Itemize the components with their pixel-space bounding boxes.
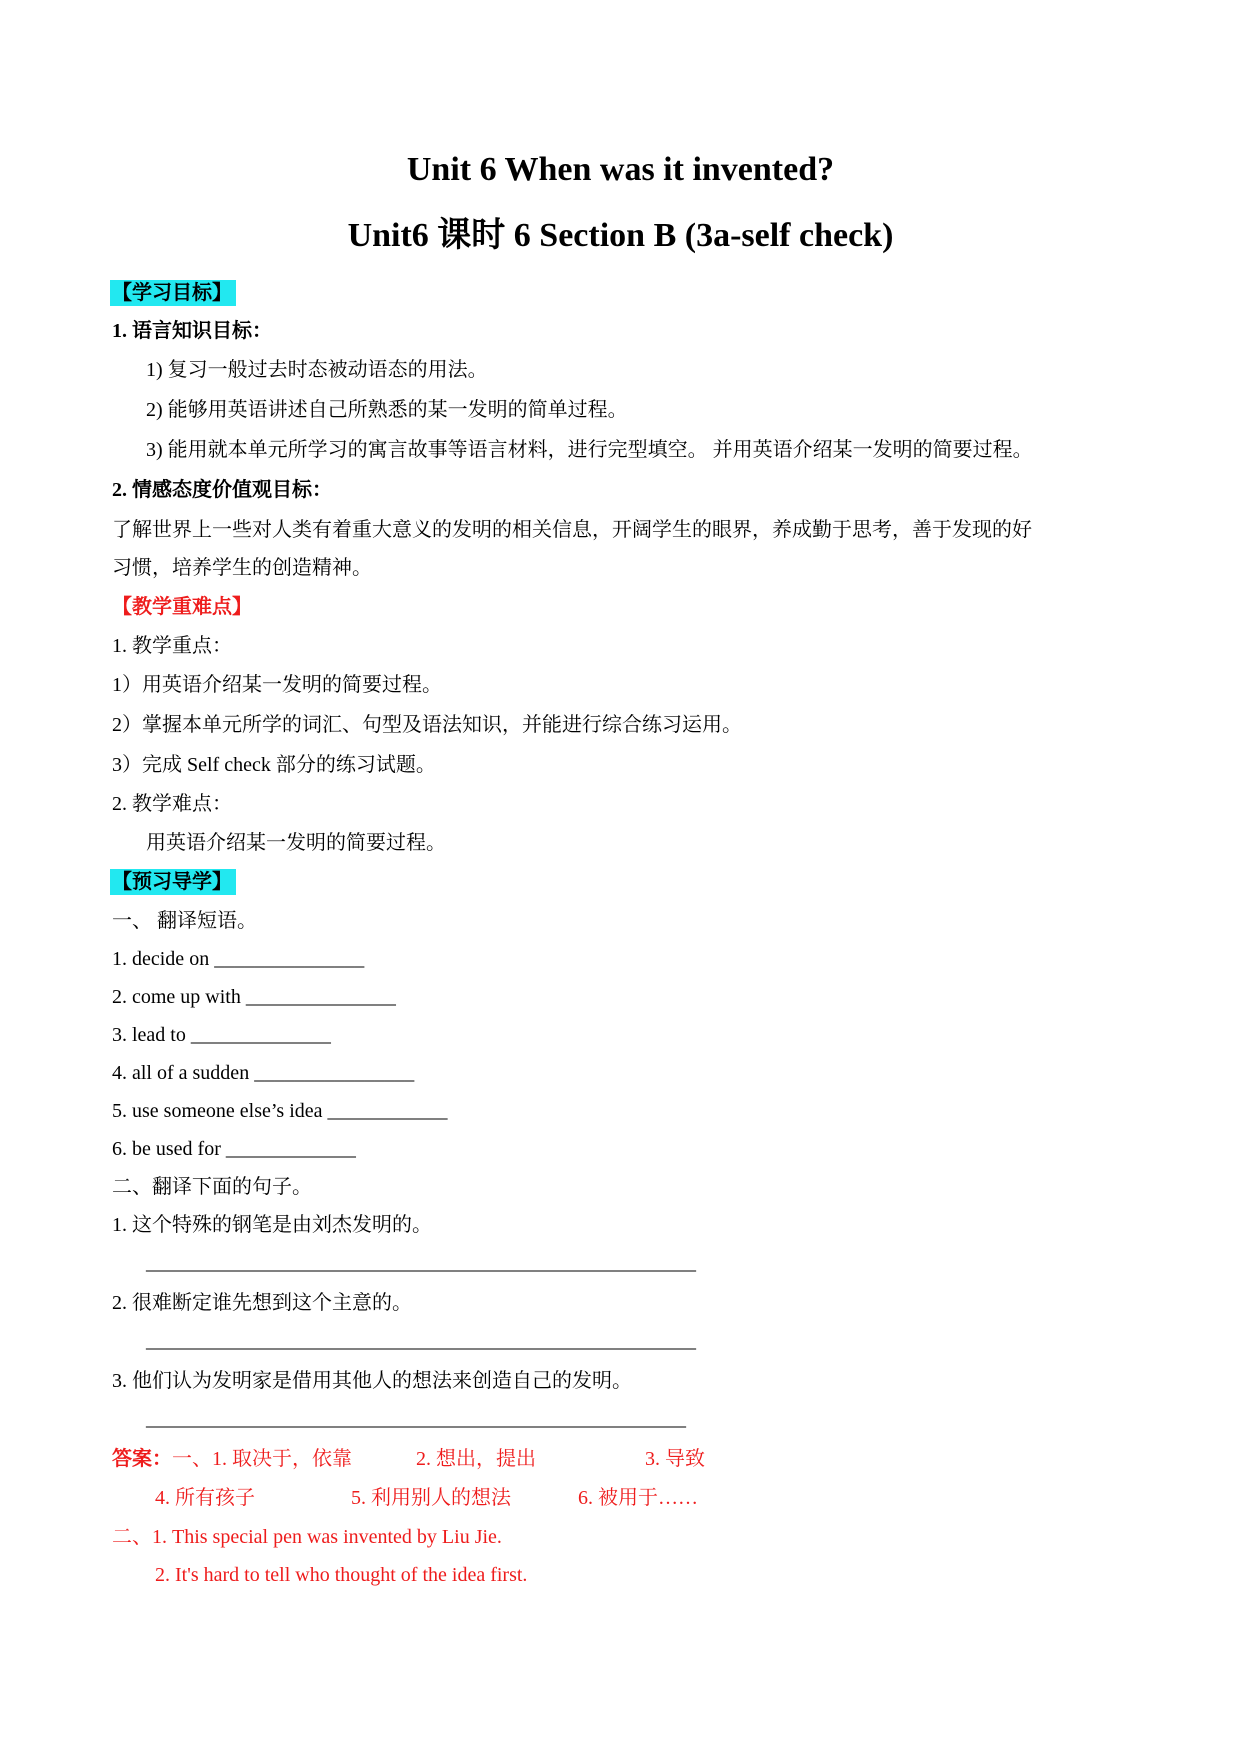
emotion-goal-title: 2. 情感态度价值观目标：: [112, 479, 332, 501]
answers-row-sentence-1: [112, 1524, 502, 1550]
answer-item: 6. 被用于……: [578, 1487, 698, 1509]
phrase-item: 5. use someone else’s idea ____________: [112, 1100, 448, 1122]
knowledge-item: 3) 能用就本单元所学习的寓言故事等语言材料，进行完型填空。 并用英语介绍某一发明的简要过程。: [146, 439, 1033, 461]
sentence-item: 1. 这个特殊的钢笔是由刘杰发明的。: [112, 1214, 432, 1236]
emotion-goal-text: 了解世界上一些对人类有着重大意义的发明的相关信息，开阔学生的眼界，养成勤于思考，善于发现的好: [112, 519, 1032, 541]
key-points-header: 【教学重难点】: [112, 596, 252, 618]
answer-item: 5. 利用别人的想法: [351, 1487, 511, 1509]
phrase-item: 2. come up with _______________: [112, 986, 396, 1008]
page-subtitle: Unit6 课时 6 Section B (3a-self check): [347, 217, 894, 254]
difficulty-title: 2. 教学难点：: [112, 793, 232, 815]
focus-item: 2）掌握本单元所学的词汇、句型及语法知识，并能进行综合练习运用。: [112, 714, 742, 736]
answer-blank-line: _______________________________________________________: [146, 1252, 696, 1274]
answer-blank-line: _______________________________________________________: [146, 1330, 696, 1352]
phrase-item: 3. lead to ______________: [112, 1024, 331, 1046]
phrase-item: 1. decide on _______________: [112, 948, 365, 970]
answer-sentence: 1. This special pen was invented by Liu Jie.: [152, 1526, 502, 1548]
knowledge-item: 2) 能够用英语讲述自己所熟悉的某一发明的简单过程。: [146, 399, 628, 421]
part1-title: 一、 翻译短语。: [112, 910, 257, 932]
answer-blank-line: ______________________________________________________: [146, 1408, 686, 1430]
objectives-header-line: [110, 280, 236, 306]
focus-title: 1. 教学重点：: [112, 635, 232, 657]
phrase-item: 4. all of a sudden ________________: [112, 1062, 415, 1084]
emotion-goal-text-cont: 习惯，培养学生的创造精神。: [112, 557, 372, 579]
answer-sentence: 2. It's hard to tell who thought of the idea first.: [155, 1564, 528, 1586]
page-title: Unit 6 When was it invented?: [406, 151, 835, 188]
answers-label: 答案：: [112, 1448, 172, 1470]
answers-part2-prefix: 二、: [112, 1526, 152, 1548]
focus-item: 1）用英语介绍某一发明的简要过程。: [112, 674, 442, 696]
answer-item: 1. 取决于，依靠: [212, 1448, 352, 1470]
objectives-header: 【学习目标】: [110, 280, 236, 306]
focus-item: 3）完成 Self check 部分的练习试题。: [112, 754, 436, 776]
preview-header-line: [110, 869, 236, 895]
answer-item: 2. 想出，提出: [416, 1448, 536, 1470]
preview-header: 【预习导学】: [110, 869, 236, 895]
knowledge-goal-title: 1. 语言知识目标：: [112, 320, 272, 342]
answers-row-1: [112, 1446, 352, 1472]
answer-item: 4. 所有孩子: [155, 1487, 255, 1509]
difficulty-text: 用英语介绍某一发明的简要过程。: [146, 832, 446, 854]
phrase-item: 6. be used for _____________: [112, 1138, 356, 1160]
answer-item: 3. 导致: [645, 1448, 705, 1470]
answers-part1-prefix: 一、: [172, 1448, 212, 1470]
knowledge-item: 1) 复习一般过去时态被动语态的用法。: [146, 359, 488, 381]
part2-title: 二、翻译下面的句子。: [112, 1176, 312, 1198]
sentence-item: 2. 很难断定谁先想到这个主意的。: [112, 1292, 412, 1314]
sentence-item: 3. 他们认为发明家是借用其他人的想法来创造自己的发明。: [112, 1370, 632, 1392]
key-points-header-line: [110, 594, 256, 620]
